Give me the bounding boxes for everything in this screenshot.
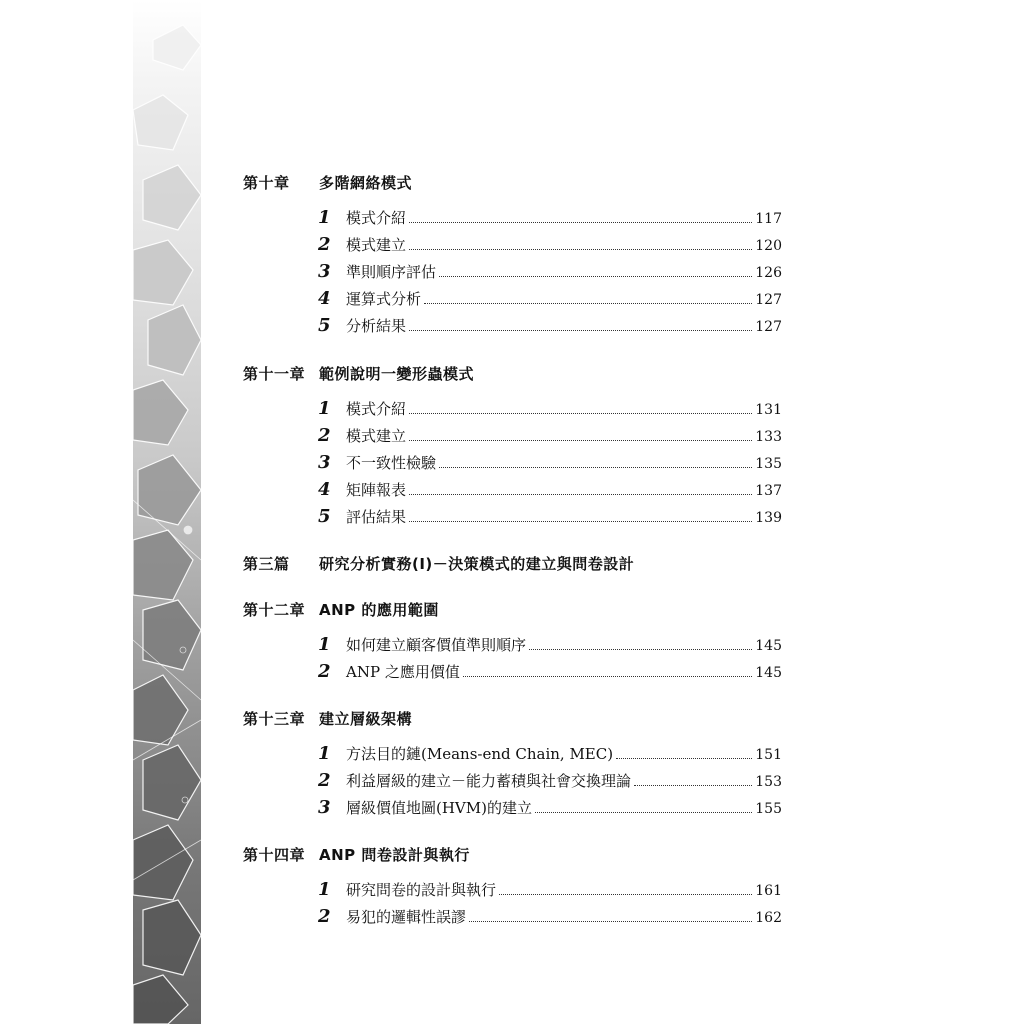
section-title: 矩陣報表 [346,481,407,499]
toc-entry[interactable] [318,771,782,791]
section-title: 利益層級的建立－能力蓄積與社會交換理論 [346,772,632,790]
section-number: 1 [318,398,331,419]
section-number: 1 [318,634,331,655]
section-number: 1 [318,207,331,228]
toc-entry[interactable] [318,880,782,900]
section-title: 如何建立顧客價值準則順序 [346,636,527,654]
section-title: 模式建立 [346,236,407,254]
section-title: 不一致性檢驗 [346,454,437,472]
section-title: 易犯的邏輯性誤謬 [346,908,467,926]
page-number: 153 [755,774,782,790]
section-number: 4 [318,479,331,500]
page-number: 145 [755,665,782,681]
dot-leader [529,648,752,650]
toc-entry[interactable] [318,480,782,500]
chapter-heading [243,709,412,729]
section-number: 5 [318,315,331,336]
page-number: 127 [755,292,782,308]
section-title: 評估結果 [346,508,407,526]
section-number: 3 [318,797,331,818]
page-number: 155 [755,801,782,817]
page-number: 120 [755,238,782,254]
section-title: 模式介紹 [346,209,407,227]
toc-entry[interactable] [318,907,782,927]
toc-entry[interactable] [318,798,782,818]
chapter-label: 第十二章 [243,601,306,619]
page-number: 139 [755,510,782,526]
section-title: 層級價值地圖(HVM)的建立 [346,799,532,817]
section-number: 1 [318,743,331,764]
chapter-heading [243,173,412,193]
page-number: 162 [755,910,782,926]
page-number: 133 [755,429,782,445]
section-number: 1 [318,879,331,900]
page-number: 131 [755,402,782,418]
dot-leader [616,757,752,759]
toc-entry[interactable] [318,262,782,282]
section-title: 分析結果 [346,317,407,335]
page-number: 126 [755,265,782,281]
toc-entry[interactable] [318,316,782,336]
chapter-heading [243,845,470,865]
section-title: 研究問卷的設計與執行 [346,881,497,899]
section-number: 5 [318,506,331,527]
toc-entry[interactable] [318,208,782,228]
chapter-label: 第十四章 [243,846,306,864]
dot-leader [634,784,752,786]
dot-leader [439,466,752,468]
page-number: 117 [755,211,782,227]
chapter-label: 第十章 [243,174,290,192]
dot-leader [469,920,752,922]
dot-leader [424,302,752,304]
section-title: 模式介紹 [346,400,407,418]
chapter-title: ANP 問卷設計與執行 [319,846,470,864]
chapter-label: 第三篇 [243,555,290,573]
page-number: 145 [755,638,782,654]
section-number: 2 [318,906,331,927]
dot-leader [409,493,752,495]
toc-entry[interactable] [318,507,782,527]
section-number: 2 [318,770,331,791]
section-number: 3 [318,261,331,282]
toc-entry[interactable] [318,744,782,764]
dot-leader [409,329,752,331]
chapter-title: 建立層級架構 [319,710,413,728]
chapter-title: 多階網絡模式 [319,174,413,192]
dot-leader [499,893,752,895]
toc-entry[interactable] [318,662,782,682]
section-title: ANP 之應用價值 [346,663,460,681]
toc-entry[interactable] [318,453,782,473]
page-number: 151 [755,747,782,763]
dot-leader [463,675,752,677]
section-number: 2 [318,425,331,446]
chapter-heading [243,364,474,384]
section-number: 4 [318,288,331,309]
dot-leader [409,248,752,250]
toc-entry[interactable] [318,426,782,446]
dot-leader [409,221,752,223]
section-number: 2 [318,661,331,682]
dot-leader [409,439,752,441]
page-number: 127 [755,319,782,335]
toc-entry[interactable] [318,635,782,655]
toc-entry[interactable] [318,235,782,255]
toc-entry[interactable] [318,289,782,309]
chapter-title: 研究分析實務(I)－決策模式的建立與問卷設計 [319,555,635,573]
dot-leader [409,520,752,522]
section-title: 模式建立 [346,427,407,445]
section-title: 準則順序評估 [346,263,437,281]
dot-leader [439,275,752,277]
section-number: 3 [318,452,331,473]
page-number: 161 [755,883,782,899]
chapter-label: 第十三章 [243,710,306,728]
chapter-heading [243,554,634,574]
section-number: 2 [318,234,331,255]
section-title: 方法目的鏈(Means-end Chain, MEC) [346,745,614,763]
dot-leader [409,412,752,414]
section-title: 運算式分析 [346,290,422,308]
chapter-heading [243,600,439,620]
dot-leader [535,811,752,813]
chapter-title: 範例說明一變形蟲模式 [319,365,475,383]
toc-entry[interactable] [318,399,782,419]
chapter-title: ANP 的應用範圍 [319,601,439,619]
page-number: 137 [755,483,782,499]
chapter-label: 第十一章 [243,365,306,383]
page-number: 135 [755,456,782,472]
